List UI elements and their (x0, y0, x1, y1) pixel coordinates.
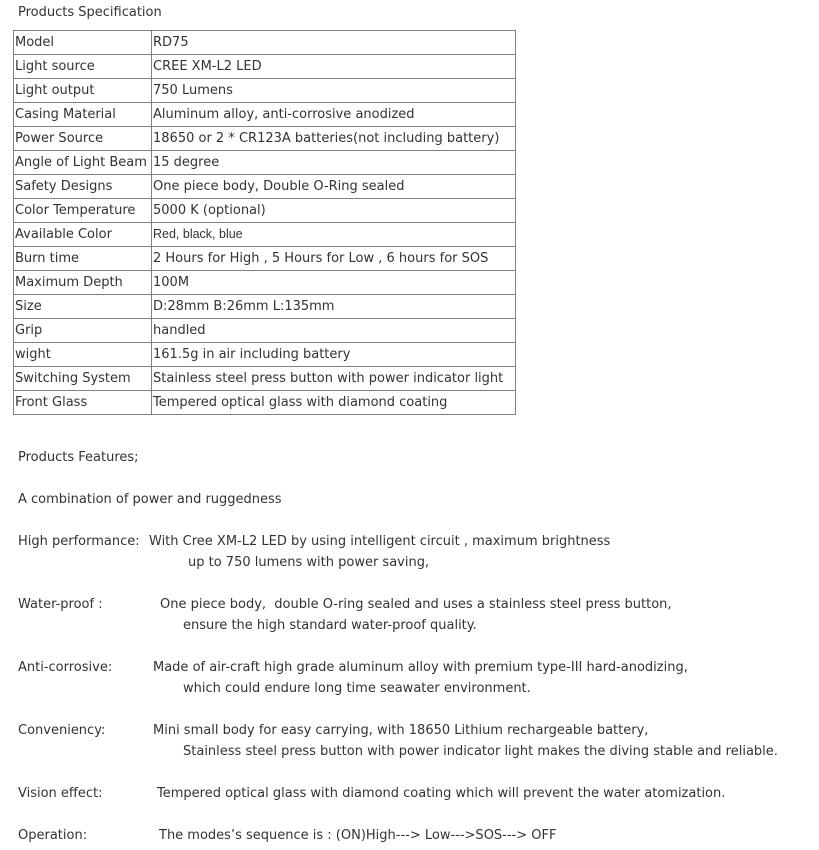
spec-row (14, 199, 516, 223)
spec-row (14, 223, 516, 247)
spec-row (14, 247, 516, 271)
spec-row (14, 127, 516, 151)
spec-row (14, 31, 516, 55)
spec-row (14, 175, 516, 199)
spec-label: Grip (14, 319, 152, 343)
spec-row (14, 271, 516, 295)
spec-label: Switching System (14, 367, 152, 391)
spec-value: 18650 or 2 * CR123A batteries(not including battery) (152, 127, 516, 151)
feature-text: Tempered optical glass with diamond coating which will prevent the water atomization. (157, 786, 726, 801)
spec-value: One piece body, Double O-Ring sealed (152, 175, 516, 199)
spec-row (14, 55, 516, 79)
spec-value: Red, black, blue (152, 223, 516, 247)
feature-label: Water-proof : (18, 597, 103, 612)
spec-value: RD75 (152, 31, 516, 55)
spec-label: Light output (14, 79, 152, 103)
spec-value: CREE XM-L2 LED (152, 55, 516, 79)
spec-label: Model (14, 31, 152, 55)
feature-text: Mini small body for easy carrying, with 18650 Lithium rechargeable battery, (153, 723, 649, 738)
spec-value: 15 degree (152, 151, 516, 175)
feature-text: One piece body, double O-ring sealed and uses a stainless steel press button, (160, 597, 672, 612)
feature-label: Conveniency: (18, 723, 106, 738)
feature-text: Stainless steel press button with power indicator light makes the diving stable and reliable. (183, 744, 778, 759)
spec-value: D:28mm B:26mm L:135mm (152, 295, 516, 319)
spec-label: Angle of Light Beam (14, 151, 152, 175)
spec-value: 2 Hours for High , 5 Hours for Low , 6 hours for SOS (152, 247, 516, 271)
spec-row (14, 343, 516, 367)
spec-label: wight (14, 343, 152, 367)
feature-label: Vision effect: (18, 786, 103, 801)
spec-value: Tempered optical glass with diamond coating (152, 391, 516, 415)
feature-text: ensure the high standard water-proof quality. (183, 618, 477, 633)
spec-row (14, 151, 516, 175)
feature-label: High performance: (18, 534, 140, 549)
spec-value: Stainless steel press button with power indicator light (152, 367, 516, 391)
spec-row (14, 319, 516, 343)
feature-label: Operation: (18, 828, 88, 843)
spec-label: Size (14, 295, 152, 319)
spec-title: Products Specification (18, 5, 162, 20)
spec-row (14, 367, 516, 391)
spec-value: handled (152, 319, 516, 343)
feature-text: Made of air-craft high grade aluminum alloy with premium type-III hard-anodizing, (153, 660, 688, 675)
spec-label: Light source (14, 55, 152, 79)
feature-text: up to 750 lumens with power saving, (188, 555, 430, 570)
spec-value: Aluminum alloy, anti-corrosive anodized (152, 103, 516, 127)
features-intro: A combination of power and ruggedness (18, 492, 282, 507)
spec-label: Maximum Depth (14, 271, 152, 295)
feature-label: Anti-corrosive: (18, 660, 113, 675)
spec-row (14, 103, 516, 127)
spec-label: Color Temperature (14, 199, 152, 223)
spec-row (14, 295, 516, 319)
spec-value: 161.5g in air including battery (152, 343, 516, 367)
spec-label: Available Color (14, 223, 152, 247)
feature-text: With Cree XM-L2 LED by using intelligent circuit , maximum brightness (149, 534, 611, 549)
feature-text: which could endure long time seawater environment. (183, 681, 531, 696)
spec-label: Power Source (14, 127, 152, 151)
spec-row (14, 391, 516, 415)
spec-value: 100M (152, 271, 516, 295)
feature-text: The modes’s sequence is : (ON)High---> Low--->SOS---> OFF (159, 828, 557, 843)
spec-value: 5000 K (optional) (152, 199, 516, 223)
spec-value: 750 Lumens (152, 79, 516, 103)
spec-label: Burn time (14, 247, 152, 271)
spec-label: Casing Material (14, 103, 152, 127)
spec-label: Front Glass (14, 391, 152, 415)
spec-label: Safety Designs (14, 175, 152, 199)
spec-table (13, 30, 516, 415)
features-title: Products Features; (18, 450, 139, 465)
spec-row (14, 79, 516, 103)
